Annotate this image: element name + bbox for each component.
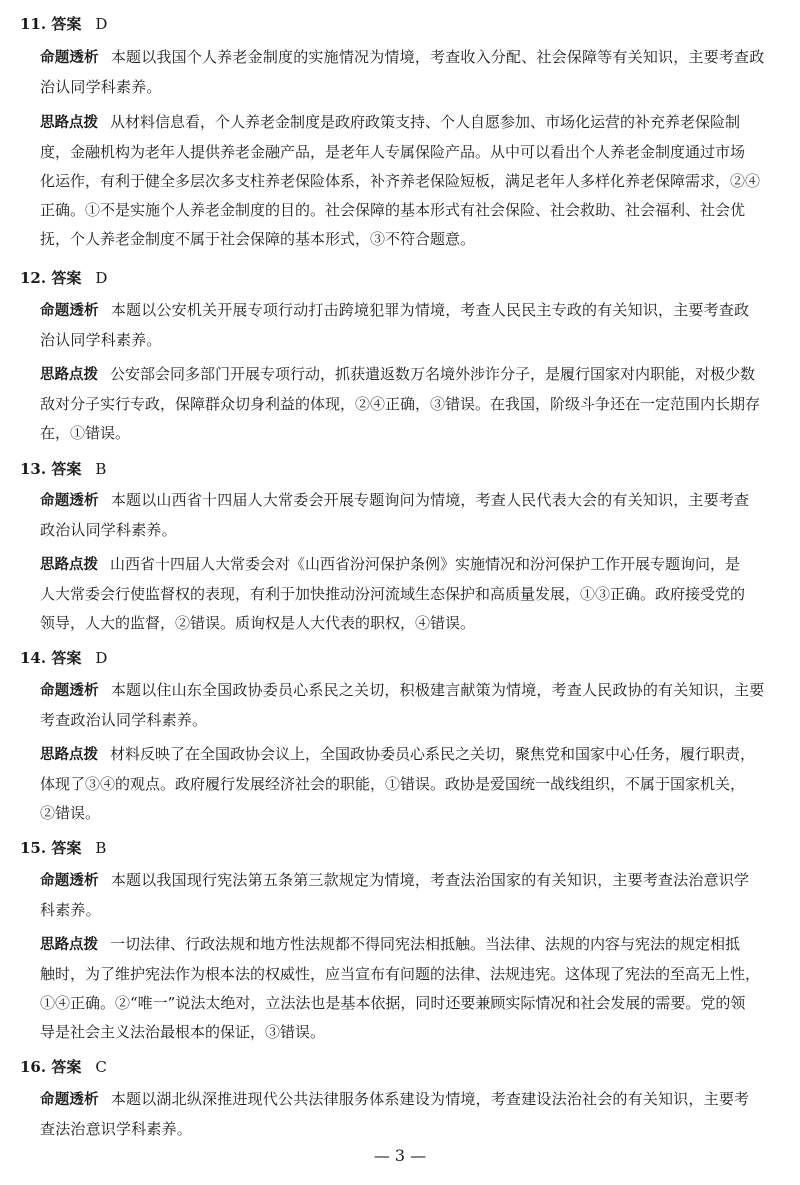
hint-line: 触时，为了维护宪法作为根本法的权威性，应当宣布有问题的法律、法规违宪。这体现了宪法的至高无上性，: [40, 965, 761, 983]
hint-line: 材料反映了在全国政协会议上，全国政协委员心系民之关切，聚焦党和国家中心任务，履行职责，: [110, 745, 756, 763]
hint-paragraph: [40, 930, 780, 1047]
answer-line: [20, 457, 780, 481]
answer-line: [20, 266, 780, 290]
analysis-label: 命题透析: [40, 1092, 99, 1108]
answer-label: 答案: [51, 1058, 82, 1076]
answer-value: D: [95, 15, 108, 33]
answer-line: [20, 12, 780, 36]
hint-paragraph: [40, 360, 780, 448]
analysis-line: 本题以山西省十四届人大常委会开展专题询问为情境，考查人民代表大会的有关知识，主要考查: [110, 491, 750, 509]
answer-line: [20, 836, 780, 860]
hint-line: ②错误。: [40, 804, 101, 822]
hint-line: 体现了③④的观点。政府履行发展经济社会的职能，①错误。政协是爱国统一战线组织，不属于国家机关，: [40, 775, 746, 793]
analysis-paragraph: [40, 1085, 780, 1144]
answer-value: B: [95, 460, 107, 478]
analysis-line: 本题以我国现行宪法第五条第三款规定为情境，考查法治国家的有关知识，主要考查法治意识学: [110, 871, 750, 889]
hint-line: 一切法律、行政法规和地方性法规都不得同宪法相抵触。当法律、法规的内容与宪法的规定相抵: [110, 935, 741, 953]
hint-label: 思路点拨: [40, 367, 98, 383]
analysis-label: 命题透析: [40, 50, 99, 66]
hint-label: 思路点拨: [40, 747, 98, 763]
hint-line: 山西省十四届人大常委会对《山西省汾河保护条例》实施情况和汾河保护工作开展专题询问，是: [110, 555, 741, 573]
hint-line: 从材料信息看，个人养老金制度是政府政策支持、个人自愿参加、市场化运营的补充养老保险制: [110, 113, 741, 131]
answer-value: D: [95, 649, 108, 667]
hint-paragraph: [40, 108, 780, 254]
answer-line: [20, 1055, 780, 1079]
question-number: 11.: [20, 15, 47, 33]
answer-label: 答案: [51, 460, 82, 478]
question-number: 16.: [20, 1058, 47, 1076]
question-number: 13.: [20, 460, 47, 478]
hint-line: 在，①错误。: [40, 424, 131, 442]
answer-value: C: [95, 1058, 107, 1076]
analysis-line: 查法治意识学科素养。: [40, 1120, 193, 1138]
hint-line: 度，金融机构为老年人提供养老金融产品，是老年人专属保险产品。从中可以看出个人养老金制度通过市场: [40, 143, 746, 161]
analysis-paragraph: [40, 486, 780, 545]
hint-line: 领导，人大的监督，②错误。质询权是人大代表的职权，④错误。: [40, 614, 476, 632]
hint-line: 人大常委会行使监督权的表现，有利于加快推动汾河流域生态保护和高质量发展，①③正确。政府接受党的: [40, 585, 746, 603]
answer-label: 答案: [51, 15, 82, 33]
analysis-line: 考查政治认同学科素养。: [40, 711, 208, 729]
analysis-label: 命题透析: [40, 873, 99, 889]
hint-line: 正确。①不是实施个人养老金制度的目的。社会保障的基本形式有社会保险、社会救助、社会福利、社会优: [40, 201, 746, 219]
hint-line: 化运作，有利于健全多层次多支柱养老保险体系，补齐养老保险短板，满足老年人多样化养老保障需求，②④: [40, 172, 761, 190]
answer-label: 答案: [51, 649, 82, 667]
hint-label: 思路点拨: [40, 115, 98, 131]
analysis-label: 命题透析: [40, 303, 99, 319]
question-number: 15.: [20, 839, 47, 857]
hint-paragraph: [40, 550, 780, 638]
hint-label: 思路点拨: [40, 937, 98, 953]
question-number: 12.: [20, 269, 47, 287]
analysis-line: 本题以湖北纵深推进现代公共法律服务体系建设为情境，考查建设法治社会的有关知识，主要考: [110, 1090, 750, 1108]
analysis-label: 命题透析: [40, 683, 99, 699]
analysis-line: 治认同学科素养。: [40, 78, 162, 96]
hint-label: 思路点拨: [40, 557, 98, 573]
page-number: — 3 —: [373, 1146, 427, 1165]
answer-label: 答案: [51, 269, 82, 287]
analysis-line: 治认同学科素养。: [40, 331, 162, 349]
analysis-paragraph: [40, 43, 780, 102]
answer-value: D: [95, 269, 108, 287]
analysis-line: 科素养。: [40, 901, 101, 919]
answer-line: [20, 646, 780, 670]
analysis-line: 本题以住山东全国政协委员心系民之关切，积极建言献策为情境，考查人民政协的有关知识，主要: [110, 681, 765, 699]
hint-line: ①④正确。②“唯一”说法太绝对，立法法也是基本依据，同时还要兼顾实际情况和社会发展的需要。党的领: [40, 994, 746, 1012]
analysis-paragraph: [40, 676, 780, 735]
answer-label: 答案: [51, 839, 82, 857]
analysis-paragraph: [40, 296, 780, 355]
analysis-label: 命题透析: [40, 493, 99, 509]
analysis-line: 政治认同学科素养。: [40, 521, 177, 539]
analysis-line: 本题以公安机关开展专项行动打击跨境犯罪为情境，考查人民民主专政的有关知识，主要考查政: [110, 301, 750, 319]
answer-value: B: [95, 839, 107, 857]
analysis-line: 本题以我国个人养老金制度的实施情况为情境，考查收入分配、社会保障等有关知识，主要考查政: [110, 48, 765, 66]
question-number: 14.: [20, 649, 47, 667]
analysis-paragraph: [40, 866, 780, 925]
hint-paragraph: [40, 740, 780, 828]
hint-line: 抚，个人养老金制度不属于社会保障的基本形式，③不符合题意。: [40, 230, 476, 248]
hint-line: 公安部会同多部门开展专项行动，抓获遣返数万名境外涉诈分子，是履行国家对内职能，对极少数: [110, 365, 756, 383]
hint-line: 敌对分子实行专政，保障群众切身利益的体现，②④正确，③错误。在我国，阶级斗争还在一定范围内长期存: [40, 395, 761, 413]
hint-line: 导是社会主义法治最根本的保证，③错误。: [40, 1023, 326, 1041]
